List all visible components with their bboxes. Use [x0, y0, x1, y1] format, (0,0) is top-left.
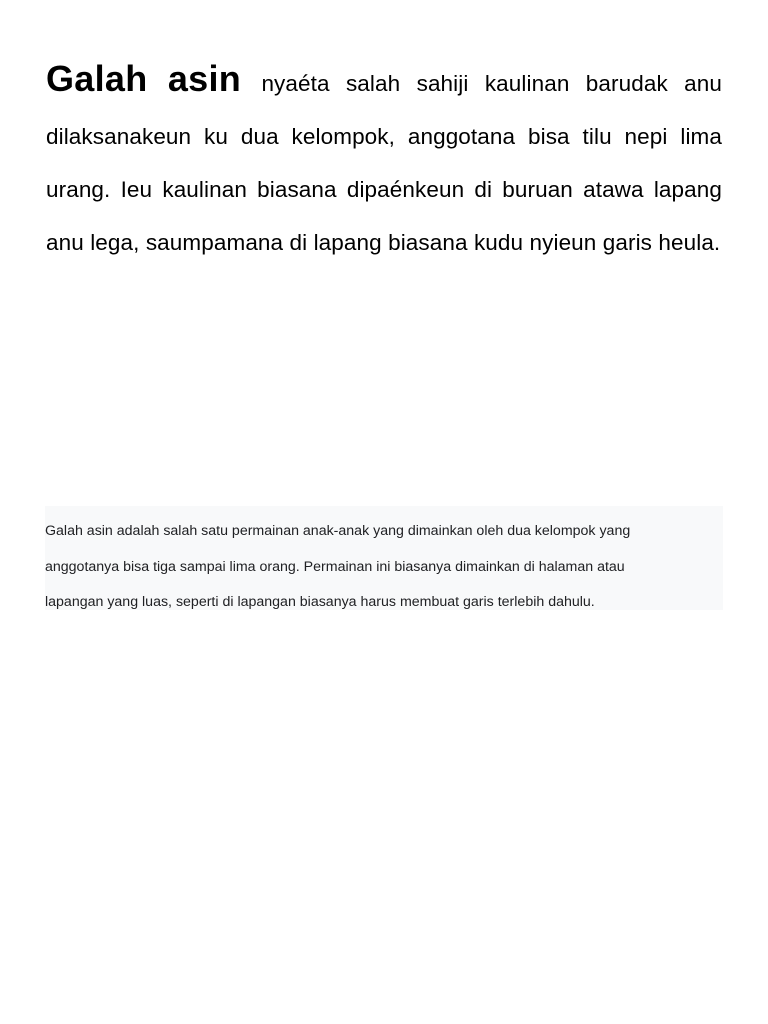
- translation-line-3: lapangan yang luas, seperti di lapangan biasanya harus membuat garis terlebih dahulu.: [45, 594, 595, 610]
- paragraph-lead-term: Galah asin: [46, 58, 242, 99]
- translation-line-2: anggotanya bisa tiga sampai lima orang. Permainan ini biasanya dimainkan di halaman atau: [45, 558, 625, 575]
- sundanese-paragraph: [46, 52, 722, 269]
- sundanese-paragraph-body: nyaéta salah sahiji kaulinan barudak anu dilaksanakeun ku dua kelompok, anggotana bisa tilu nepi lima urang. Ieu kaulinan biasana dipaénkeun di buruan atawa lapang anu lega, saumpamana di lapang biasana kudu nyieun garis heula.: [46, 71, 722, 255]
- translation-block: [45, 506, 723, 610]
- translation-line-1: Galah asin adalah salah satu permainan anak-anak yang dimainkan oleh dua kelompok yang: [45, 523, 631, 539]
